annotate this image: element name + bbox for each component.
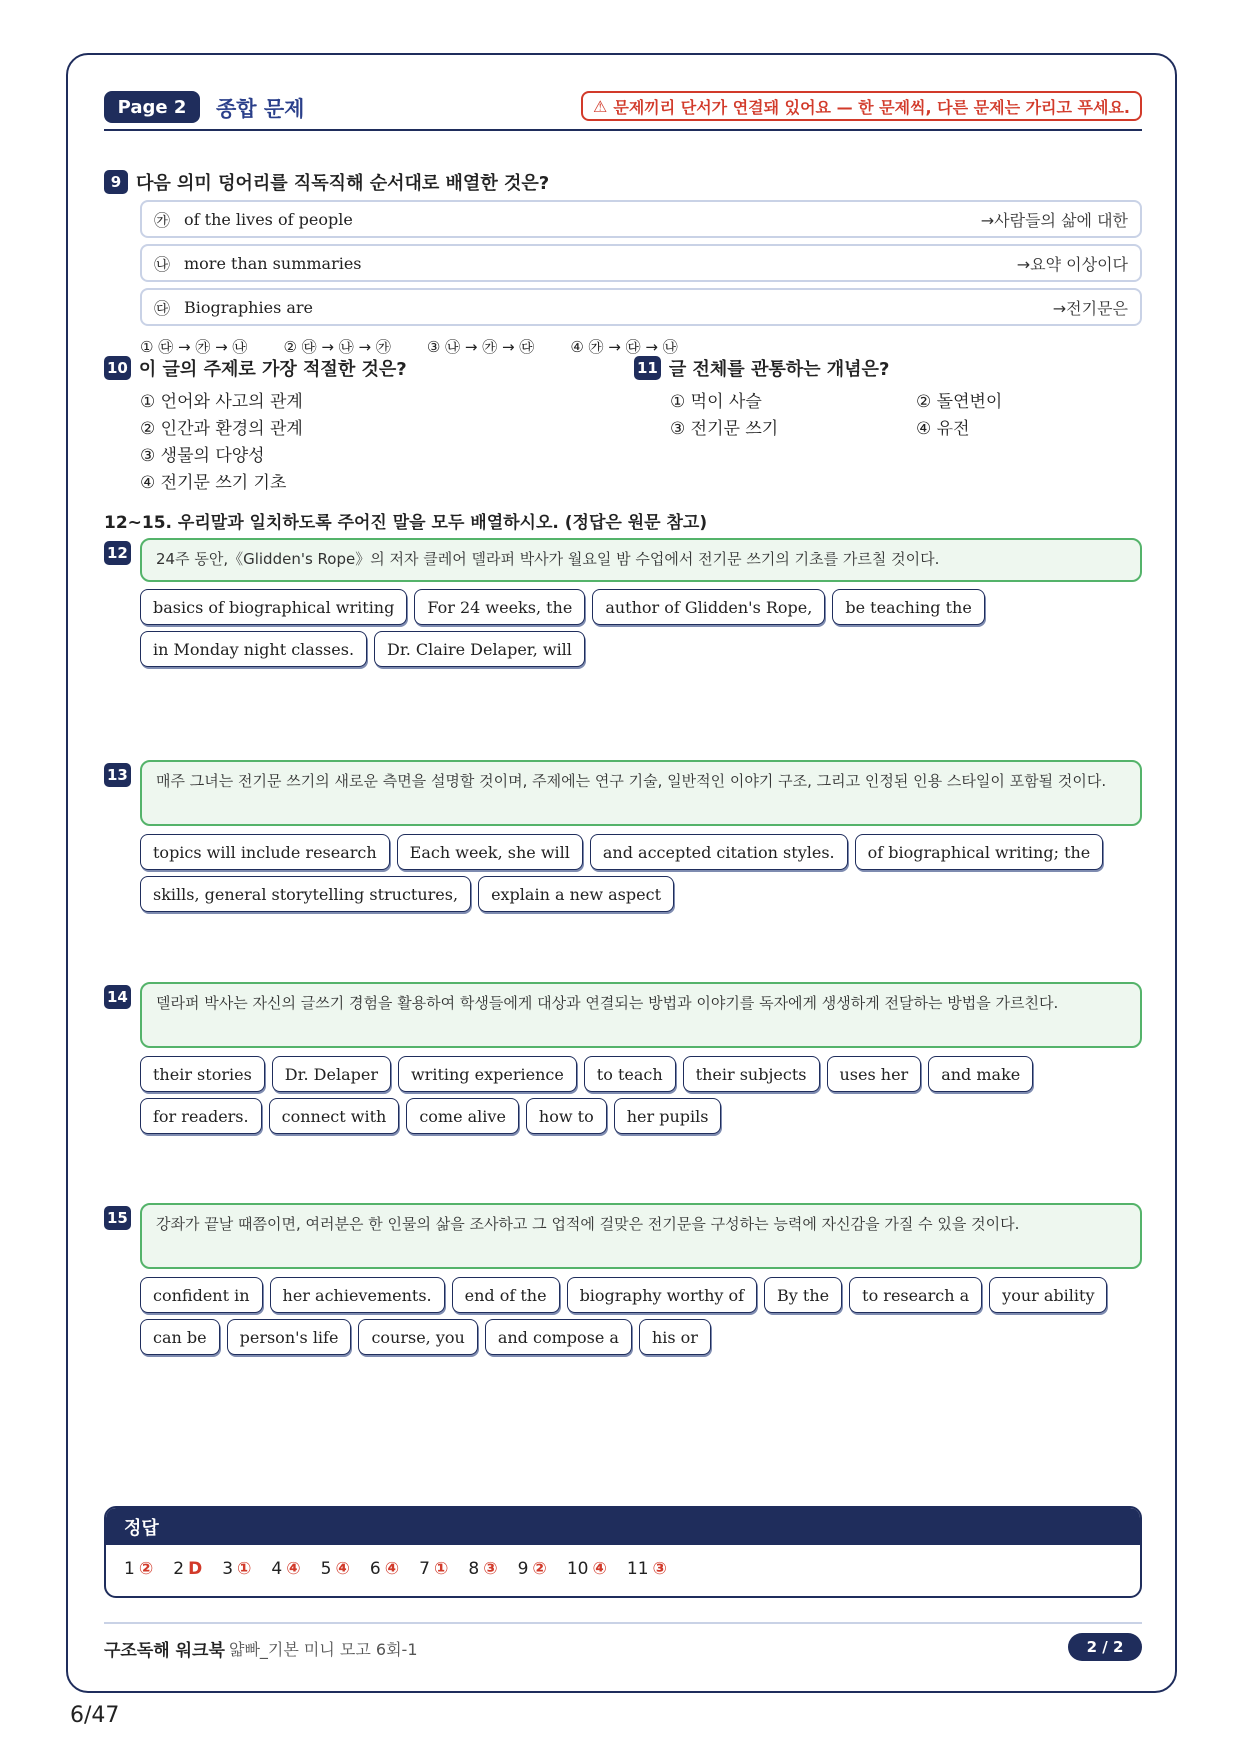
chunk-korean: →사람들의 삶에 대한 xyxy=(980,210,1128,230)
q9-option-3[interactable]: ③ ㉯ → ㉮ → ㉰ xyxy=(426,338,535,356)
word-tile[interactable]: author of Glidden's Rope, xyxy=(592,589,825,625)
word-tile[interactable]: and make xyxy=(928,1056,1033,1092)
q15-number: 15 xyxy=(104,1206,131,1230)
answer-item: 6 ④ xyxy=(369,1559,400,1579)
q13-korean-sentence: 매주 그녀는 전기문 쓰기의 새로운 측면을 설명할 것이며, 주제에는 연구 기술, 일반적인 이야기 구조, 그리고 인정된 인용 스타일이 포함될 것이다. xyxy=(140,760,1142,826)
word-tile[interactable]: explain a new aspect xyxy=(478,876,674,912)
word-tile[interactable]: By the xyxy=(764,1277,842,1313)
word-tile[interactable]: and compose a xyxy=(485,1319,632,1355)
worksheet-content xyxy=(104,91,1142,1661)
q11-number: 11 xyxy=(634,356,661,380)
answer-item: 10 ④ xyxy=(566,1559,607,1579)
page-header xyxy=(104,91,1142,131)
q9-chunk-3 xyxy=(140,288,1142,326)
warning-icon: ⚠ xyxy=(593,96,608,116)
word-tile[interactable]: their subjects xyxy=(683,1056,820,1092)
word-tile[interactable]: course, you xyxy=(358,1319,477,1355)
q15-word-tiles xyxy=(140,1277,1142,1355)
q9-chunk-1 xyxy=(140,200,1142,238)
warning-text: 문제끼리 단서가 연결돼 있어요 — 한 문제씩, 다른 문제는 가리고 푸세요. xyxy=(613,97,1130,117)
word-tile[interactable]: his or xyxy=(639,1319,711,1355)
word-tile[interactable]: biography worthy of xyxy=(567,1277,757,1313)
chunk-english: more than summaries xyxy=(184,253,362,273)
word-tile[interactable]: basics of biographical writing xyxy=(140,589,407,625)
word-tile[interactable]: to research a xyxy=(849,1277,982,1313)
chunk-english: Biographies are xyxy=(184,297,314,317)
q10-option-4[interactable]: ④ 전기문 쓰기 기초 xyxy=(140,473,287,493)
q11-question: 글 전체를 관통하는 개념은? xyxy=(668,359,890,380)
q14-word-tiles xyxy=(140,1056,1142,1134)
word-tile[interactable]: to teach xyxy=(584,1056,676,1092)
q9-option-2[interactable]: ② ㉰ → ㉯ → ㉮ xyxy=(283,338,391,356)
answer-item: 5 ④ xyxy=(320,1559,350,1579)
word-tile[interactable]: For 24 weeks, the xyxy=(414,589,585,625)
q9-title xyxy=(104,169,549,195)
warning-banner xyxy=(581,91,1142,121)
answer-item: 7 ① xyxy=(419,1559,449,1579)
word-tile[interactable]: can be xyxy=(140,1319,220,1355)
word-tile[interactable]: her achievements. xyxy=(270,1277,445,1313)
footer-page-number: 2 / 2 xyxy=(1068,1633,1142,1661)
q9-options xyxy=(140,336,714,357)
q11-option-3[interactable]: ③ 전기문 쓰기 xyxy=(670,419,779,439)
word-tile[interactable]: how to xyxy=(526,1098,607,1134)
word-tile[interactable]: for readers. xyxy=(140,1098,262,1134)
q11-option-4[interactable]: ④ 유전 xyxy=(916,419,970,439)
q11-title xyxy=(634,355,889,381)
answer-item: 1 ② xyxy=(124,1559,154,1579)
document-page-count: 6/47 xyxy=(70,1703,120,1728)
q10-option-2[interactable]: ② 인간과 환경의 관계 xyxy=(140,419,303,439)
word-tile[interactable]: connect with xyxy=(269,1098,400,1134)
q9-option-4[interactable]: ④ ㉮ → ㉰ → ㉯ xyxy=(570,338,678,356)
footer-title: 구조독해 워크북 xyxy=(104,1641,225,1661)
footer-divider xyxy=(104,1622,1142,1624)
answer-item: 2 D xyxy=(173,1559,203,1579)
chunk-english: of the lives of people xyxy=(184,209,353,229)
q11-option-2[interactable]: ② 돌연변이 xyxy=(916,392,1003,412)
q11-option-1[interactable]: ① 먹이 사슬 xyxy=(670,392,762,412)
word-tile[interactable]: person's life xyxy=(227,1319,352,1355)
q13-word-tiles xyxy=(140,834,1142,912)
q10-number: 10 xyxy=(104,356,131,380)
answer-list xyxy=(106,1545,1140,1593)
word-tile[interactable]: skills, general storytelling structures, xyxy=(140,876,471,912)
q12-korean-sentence: 24주 동안,《Glidden's Rope》의 저자 클레어 델라퍼 박사가 월요일 밤 수업에서 전기문 쓰기의 기초를 가르칠 것이다. xyxy=(140,538,1142,582)
worksheet-page xyxy=(66,53,1177,1693)
q10-title xyxy=(104,355,407,381)
q10-question: 이 글의 주제로 가장 적절한 것은? xyxy=(138,359,407,380)
word-tile[interactable]: their stories xyxy=(140,1056,265,1092)
word-tile[interactable]: her pupils xyxy=(614,1098,722,1134)
chunk-mark: ㉯ xyxy=(154,254,171,274)
word-tile[interactable]: and accepted citation styles. xyxy=(590,834,848,870)
word-tile[interactable]: writing experience xyxy=(398,1056,577,1092)
q9-option-1[interactable]: ① ㉰ → ㉮ → ㉯ xyxy=(140,338,248,356)
word-tile[interactable]: come alive xyxy=(406,1098,519,1134)
q13-number: 13 xyxy=(104,763,131,787)
answer-key-title: 정답 xyxy=(106,1508,1140,1545)
footer-subtitle: 얇빠_기본 미니 모고 6회-1 xyxy=(229,1640,418,1659)
chunk-mark: ㉰ xyxy=(154,298,171,318)
q10-option-3[interactable]: ③ 생물의 다양성 xyxy=(140,446,265,466)
word-tile[interactable]: topics will include research xyxy=(140,834,390,870)
q12-word-tiles xyxy=(140,589,1142,667)
chunk-korean: →전기문은 xyxy=(1052,298,1128,318)
q14-korean-sentence: 델라퍼 박사는 자신의 글쓰기 경험을 활용하여 학생들에게 대상과 연결되는 방법과 이야기를 독자에게 생생하게 전달하는 방법을 가르친다. xyxy=(140,982,1142,1048)
word-tile[interactable]: of biographical writing; the xyxy=(855,834,1104,870)
q14-number: 14 xyxy=(104,985,131,1009)
answer-item: 4 ④ xyxy=(271,1559,301,1579)
page-badge: Page 2 xyxy=(104,91,200,123)
answer-key xyxy=(104,1506,1142,1598)
answer-item: 9 ② xyxy=(517,1559,547,1579)
word-tile[interactable]: uses her xyxy=(827,1056,922,1092)
chunk-mark: ㉮ xyxy=(154,210,171,230)
arrange-instructions: 12~15. 우리말과 일치하도록 주어진 말을 모두 배열하시오. (정답은 원문 참고) xyxy=(104,513,708,533)
q9-number: 9 xyxy=(104,170,128,194)
word-tile[interactable]: Each week, she will xyxy=(397,834,583,870)
section-title: 종합 문제 xyxy=(216,97,305,121)
q15-korean-sentence: 강좌가 끝날 때쯤이면, 여러분은 한 인물의 삶을 조사하고 그 업적에 걸맞은 전기문을 구성하는 능력에 자신감을 가질 수 있을 것이다. xyxy=(140,1203,1142,1269)
word-tile[interactable]: Dr. Claire Delaper, will xyxy=(374,631,585,667)
q9-chunk-2 xyxy=(140,244,1142,282)
word-tile[interactable]: your ability xyxy=(989,1277,1107,1313)
q12-number: 12 xyxy=(104,541,131,565)
answer-item: 11 ③ xyxy=(626,1559,667,1579)
q10-option-1[interactable]: ① 언어와 사고의 관계 xyxy=(140,392,303,412)
word-tile[interactable]: be teaching the xyxy=(832,589,984,625)
word-tile[interactable]: confident in xyxy=(140,1277,263,1313)
word-tile[interactable]: Dr. Delaper xyxy=(272,1056,391,1092)
word-tile[interactable]: end of the xyxy=(452,1277,560,1313)
q9-question: 다음 의미 덩어리를 직독직해 순서대로 배열한 것은? xyxy=(136,173,550,194)
chunk-korean: →요약 이상이다 xyxy=(1016,254,1128,274)
answer-item: 3 ① xyxy=(222,1559,252,1579)
answer-item: 8 ③ xyxy=(468,1559,498,1579)
word-tile[interactable]: in Monday night classes. xyxy=(140,631,367,667)
